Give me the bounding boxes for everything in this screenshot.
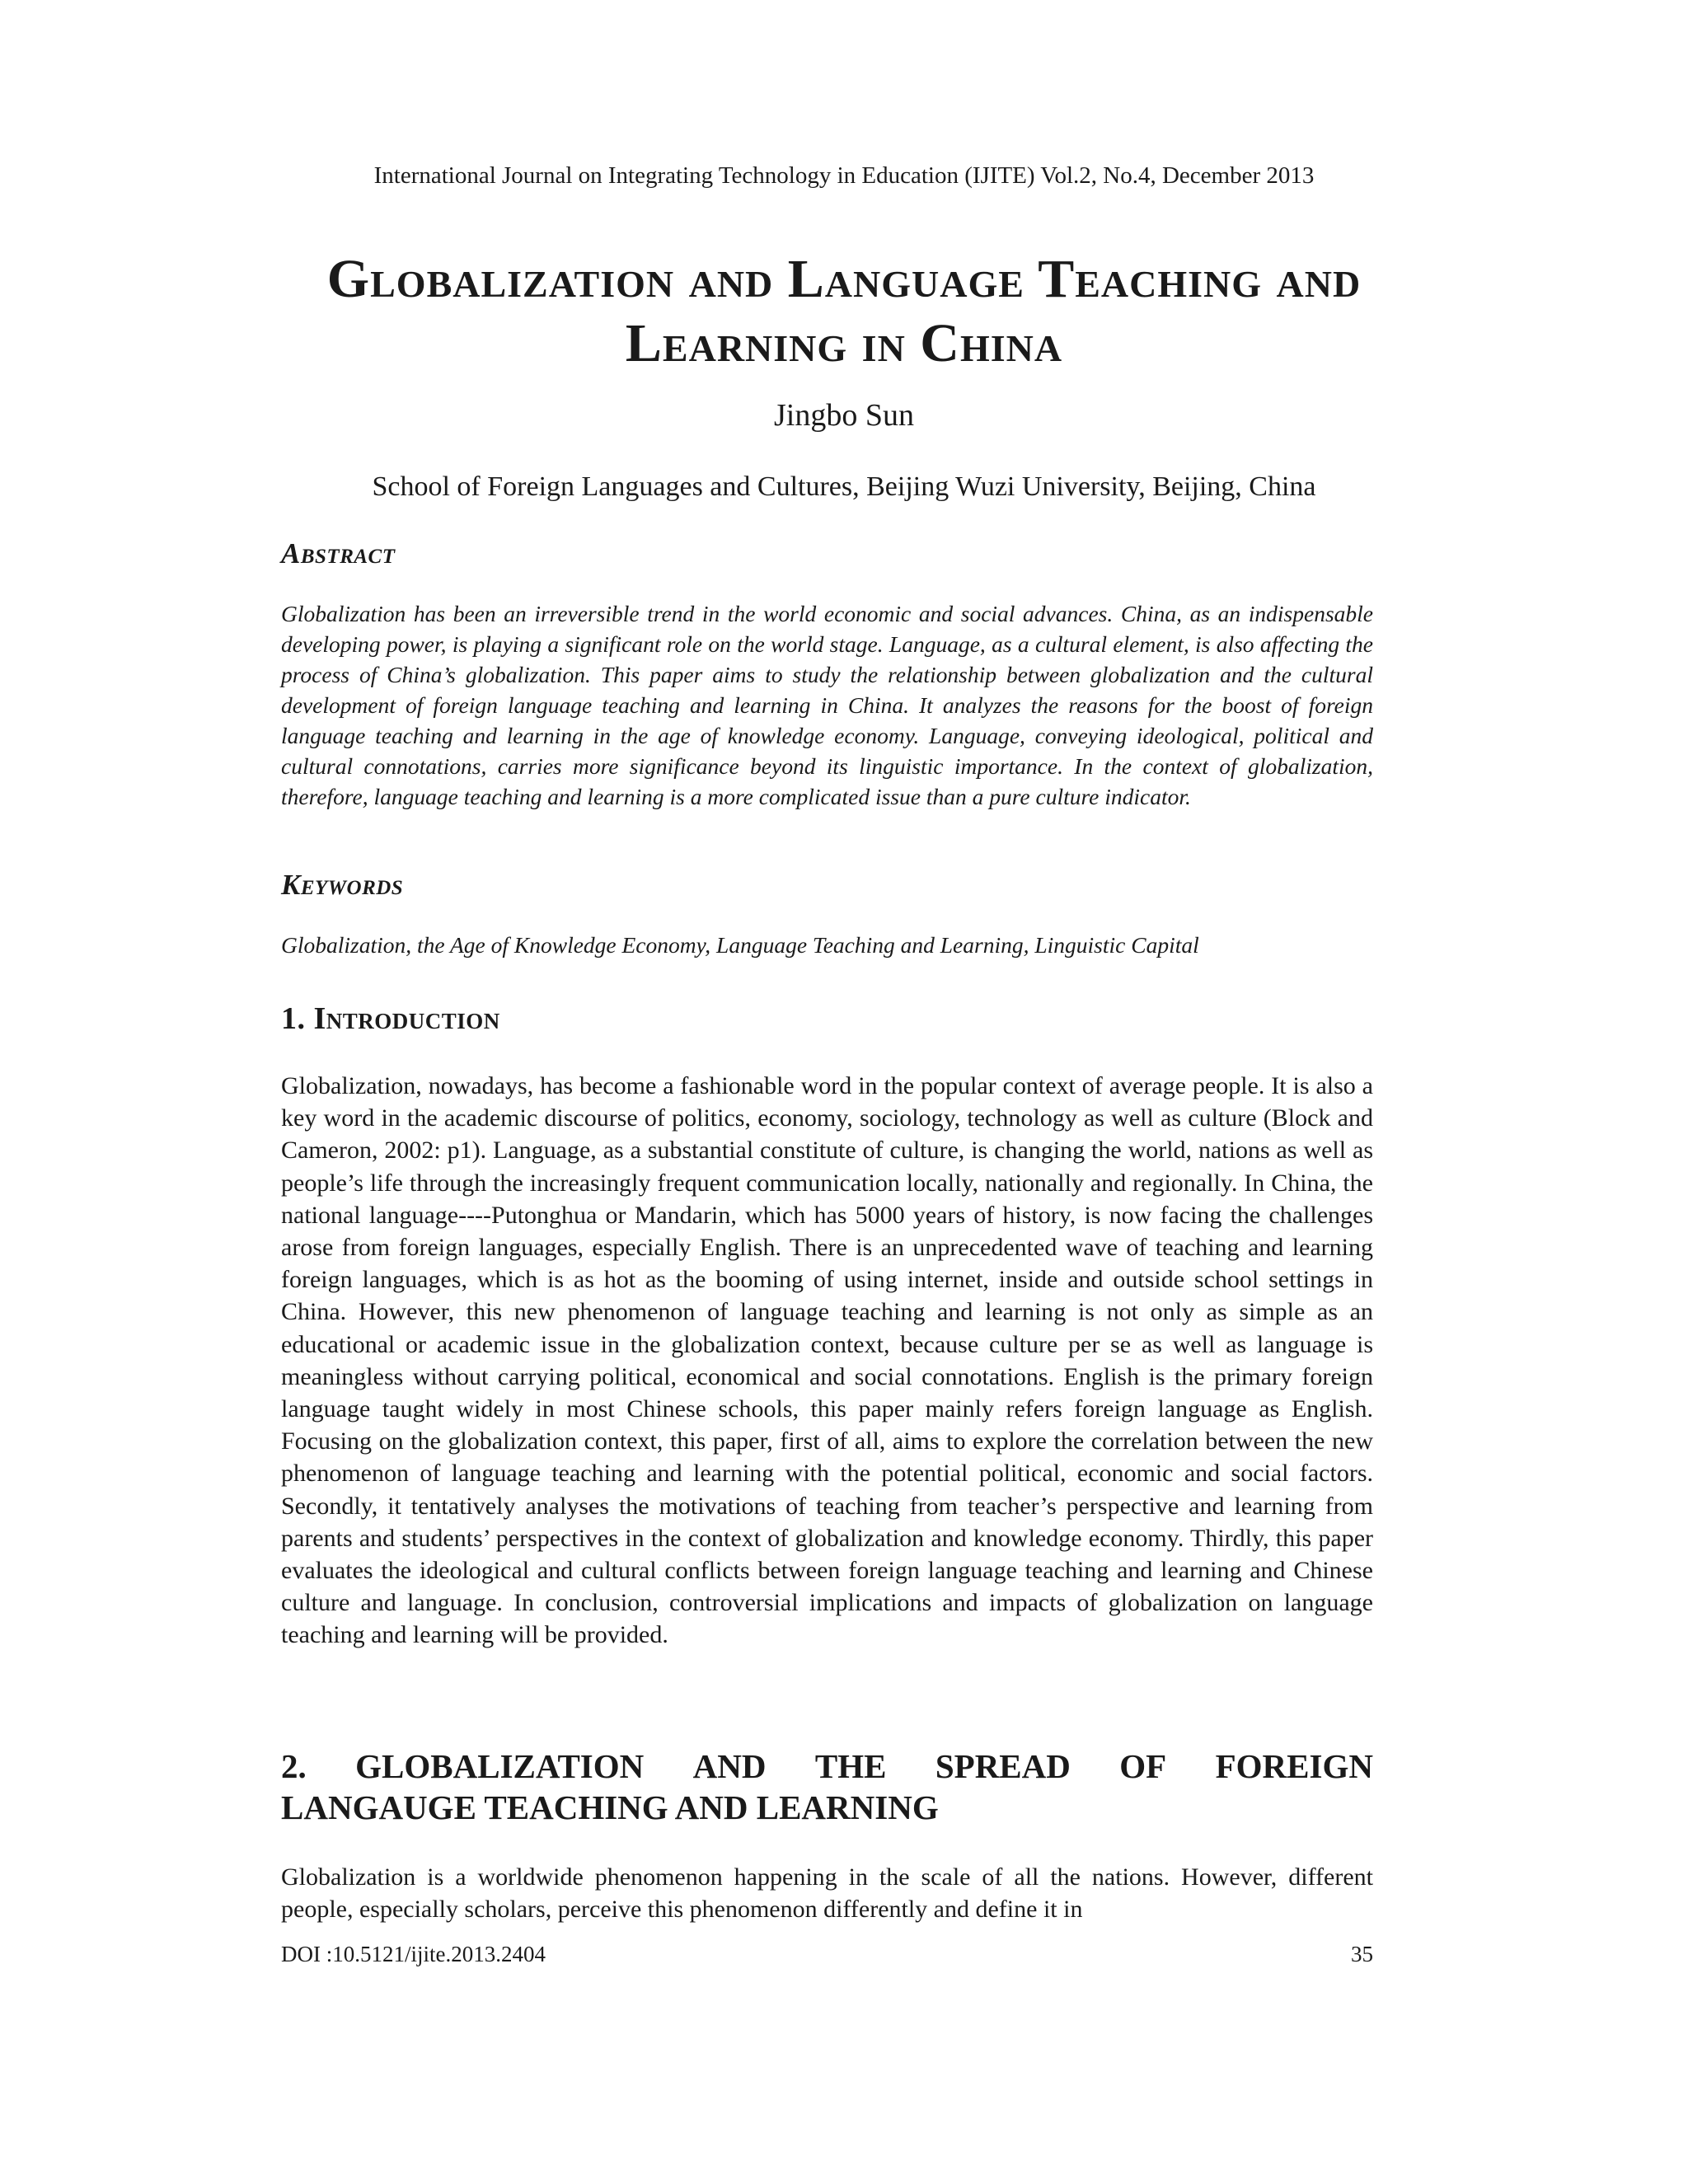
paper-title-line-1: Globalization and Language Teaching and [326, 249, 1362, 309]
introduction-text: Globalization, nowadays, has become a fashionable word in the popular context of average people. It is also a key word in the academic discourse of politics, economy, sociology, technology as well as culture (Block and Cameron, 2002: p1). Language, as a substantial constitute of culture, is changing the world, nations as well as people’s life through the increasingly frequent communication locally, nationally and regionally. In China, the national language----Putonghua or Mandarin, which has 5000 years of history, is now facing the challenges arose from foreign languages, especially English. There is an unprecedented wave of teaching and learning foreign languages, which is as hot as the booming of using internet, inside and outside school settings in China. However, this new phenomenon of language teaching and learning is not only as simple as an educational or academic issue in the globalization context, because culture per se as well as language is meaningless without carrying political, economical and social connotations. English is the primary foreign language taught widely in most Chinese schools, this paper mainly refers foreign language as English. Focusing on the globalization context, this paper, first of all, aims to explore the correlation between the new phenomenon of language teaching and learning with the potential political, economic and social factors. Secondly, it tentatively analyses the motivations of teaching from teacher’s perspective and learning from parents and students’ perspectives in the context of globalization and knowledge economy. Thirdly, this paper evaluates the ideological and cultural conflicts between foreign language teaching and learning and Chinese culture and language. In conclusion, controversial implications and impacts of globalization on language teaching and learning will be provided. [281, 1072, 1373, 1649]
introduction-heading: 1. Introduction [281, 1001, 500, 1036]
keywords-body [281, 930, 1373, 960]
section-2-text: Globalization is a worldwide phenomenon happening in the scale of all the nations. However, different people, especially scholars, perceive this phenomenon differently and define it in [281, 1863, 1373, 1924]
journal-header: International Journal on Integrating Technology in Education (IJITE) Vol.2, No.4, December 2013 [373, 162, 1315, 189]
section-2-title-line-2: LANGAUGE TEACHING AND LEARNING [281, 1788, 939, 1826]
abstract-heading: Abstract [281, 537, 396, 569]
introduction-section [281, 999, 1373, 1038]
keywords-section [281, 867, 1373, 903]
section-2-title-word: AND [692, 1747, 767, 1785]
section-2-title-word: SPREAD [935, 1747, 1071, 1785]
introduction-body [281, 1070, 1373, 1652]
author-affiliation: School of Foreign Languages and Cultures, Beijing Wuzi University, Beijing, China [372, 471, 1316, 502]
paper-title-line-2: Learning in China [625, 313, 1063, 373]
section-2-title [281, 1746, 1373, 1828]
section-2-title-word: 2. [281, 1747, 307, 1785]
section-2-title-word: GLOBALIZATION [355, 1747, 645, 1785]
keywords-text: Globalization, the Age of Knowledge Economy, Language Teaching and Learning, Linguistic Capital [281, 932, 1199, 958]
author-name: Jingbo Sun [774, 398, 914, 433]
abstract-text: Globalization has been an irreversible trend in the world economic and social advances. China, as an indispensable developing power, is playing a significant role on the world stage. Language, as a cultural element, is also affecting the process of China’s globalization. This paper aims to study the relationship between globalization and the cultural development of foreign language teaching and learning in China. It analyzes the reasons for the boost of foreign language teaching and learning in the age of knowledge economy. Language, conveying ideological, political and cultural connotations, carries more significance beyond its linguistic importance. In the context of globalization, therefore, language teaching and learning is a more complicated issue than a pure culture indicator. [281, 601, 1373, 809]
section-2-body [281, 1861, 1373, 1925]
section-2-heading [281, 1746, 1373, 1828]
footer-doi: DOI :10.5121/ijite.2013.2404 [281, 1942, 546, 1966]
section-2-title-word: FOREIGN [1215, 1747, 1373, 1785]
keywords-heading: Keywords [281, 869, 404, 901]
section-2-title-word: OF [1119, 1747, 1167, 1785]
abstract-section [281, 536, 1373, 572]
abstract-body [281, 598, 1373, 812]
section-2-title-line-1 [281, 1746, 1373, 1787]
section-2-title-word: THE [814, 1747, 887, 1785]
paper-title [0, 247, 1688, 376]
page-number: 35 [1351, 1942, 1373, 1966]
